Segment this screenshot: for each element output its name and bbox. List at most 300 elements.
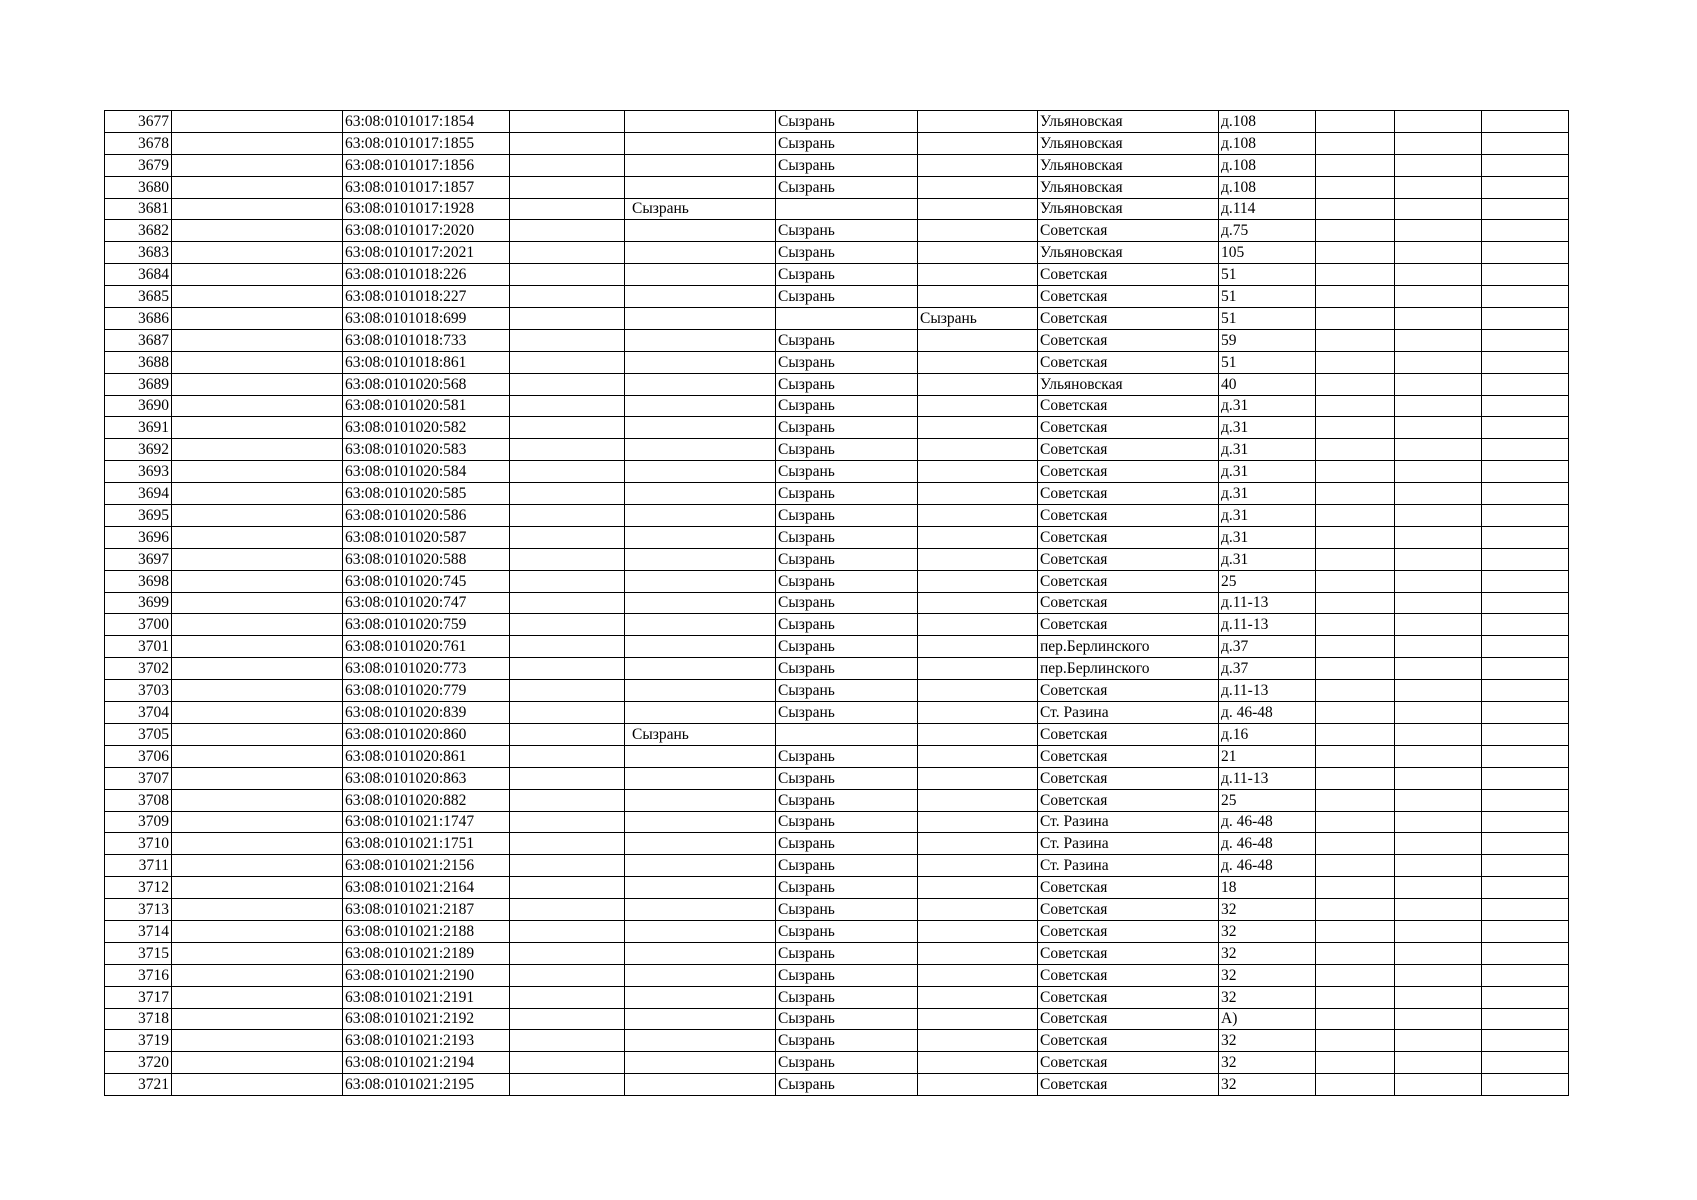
city-cell-offset [625,483,776,505]
blank-cell-d [1395,833,1482,855]
blank-cell-c [1316,132,1395,154]
city-cell: Сызрань [776,702,918,724]
blank-cell-e [1482,548,1569,570]
blank-cell-b [510,505,625,527]
cadastral-number-cell: 63:08:0101018:699 [343,308,510,330]
city-cell: Сызрань [776,373,918,395]
city-cell-offset [625,505,776,527]
row-number-cell: 3682 [105,220,172,242]
house-cell: д.75 [1219,220,1316,242]
city-cell: Сызрань [776,986,918,1008]
table-row [105,614,1569,636]
house-cell: А) [1219,1008,1316,1030]
house-cell: д.11-13 [1219,680,1316,702]
city-cell-offset [625,986,776,1008]
row-number-cell: 3718 [105,1008,172,1030]
blank-cell-c [1316,1030,1395,1052]
blank-cell-b [510,570,625,592]
city-cell-offset [625,526,776,548]
house-cell: 32 [1219,964,1316,986]
cadastral-number-cell: 63:08:0101017:1854 [343,111,510,133]
table-row [105,308,1569,330]
blank-cell-c [1316,942,1395,964]
blank-cell-a [172,658,343,680]
city-cell: Сызрань [776,745,918,767]
blank-cell-e [1482,702,1569,724]
table-row [105,833,1569,855]
city-cell: Сызрань [776,526,918,548]
house-cell: д.11-13 [1219,592,1316,614]
city-cell-alt [918,658,1038,680]
city-cell: Сызрань [776,132,918,154]
blank-cell-d [1395,154,1482,176]
blank-cell-c [1316,373,1395,395]
blank-cell-e [1482,1008,1569,1030]
blank-cell-c [1316,264,1395,286]
house-cell: д. 46-48 [1219,833,1316,855]
cadastral-number-cell: 63:08:0101021:2187 [343,899,510,921]
city-cell-alt [918,1052,1038,1074]
blank-cell-d [1395,811,1482,833]
row-number-cell: 3706 [105,745,172,767]
blank-cell-a [172,702,343,724]
blank-cell-d [1395,461,1482,483]
table-row [105,702,1569,724]
blank-cell-d [1395,964,1482,986]
city-cell: Сызрань [776,789,918,811]
blank-cell-d [1395,329,1482,351]
cadastral-number-cell: 63:08:0101017:1856 [343,154,510,176]
table-row [105,964,1569,986]
street-cell: Советская [1038,395,1219,417]
city-cell-offset [625,154,776,176]
city-cell-alt [918,548,1038,570]
table-row [105,417,1569,439]
street-cell: Советская [1038,286,1219,308]
blank-cell-b [510,745,625,767]
blank-cell-c [1316,1074,1395,1096]
house-cell: д.31 [1219,505,1316,527]
blank-cell-a [172,483,343,505]
blank-cell-d [1395,745,1482,767]
cadastral-number-cell: 63:08:0101020:761 [343,636,510,658]
blank-cell-c [1316,920,1395,942]
table-row [105,1030,1569,1052]
city-cell-offset [625,855,776,877]
blank-cell-e [1482,1030,1569,1052]
table-row [105,439,1569,461]
blank-cell-d [1395,395,1482,417]
row-number-cell: 3702 [105,658,172,680]
city-cell-offset [625,1052,776,1074]
blank-cell-e [1482,723,1569,745]
blank-cell-e [1482,811,1569,833]
blank-cell-b [510,789,625,811]
city-cell-offset [625,1074,776,1096]
cadastral-number-cell: 63:08:0101018:733 [343,329,510,351]
city-cell-offset [625,329,776,351]
city-cell-alt [918,461,1038,483]
blank-cell-d [1395,680,1482,702]
city-cell-alt [918,220,1038,242]
city-cell-alt [918,242,1038,264]
blank-cell-b [510,417,625,439]
table-row [105,154,1569,176]
table-row [105,373,1569,395]
street-cell: Советская [1038,439,1219,461]
city-cell: Сызрань [776,483,918,505]
table-row [105,723,1569,745]
city-cell-alt [918,505,1038,527]
city-cell: Сызрань [776,767,918,789]
table-row [105,505,1569,527]
table-row [105,680,1569,702]
blank-cell-b [510,767,625,789]
cadastral-number-cell: 63:08:0101020:779 [343,680,510,702]
blank-cell-b [510,811,625,833]
blank-cell-c [1316,461,1395,483]
city-cell-offset [625,286,776,308]
blank-cell-c [1316,899,1395,921]
cadastral-number-cell: 63:08:0101020:587 [343,526,510,548]
row-number-cell: 3681 [105,198,172,220]
house-cell: 51 [1219,351,1316,373]
row-number-cell: 3705 [105,723,172,745]
house-cell: д.31 [1219,417,1316,439]
cadastral-number-cell: 63:08:0101021:2189 [343,942,510,964]
blank-cell-a [172,942,343,964]
city-cell-offset [625,548,776,570]
blank-cell-c [1316,417,1395,439]
blank-cell-b [510,1030,625,1052]
city-cell: Сызрань [776,505,918,527]
house-cell: д.31 [1219,395,1316,417]
house-cell: 32 [1219,986,1316,1008]
blank-cell-e [1482,658,1569,680]
blank-cell-b [510,548,625,570]
blank-cell-e [1482,373,1569,395]
city-cell-alt [918,986,1038,1008]
blank-cell-c [1316,439,1395,461]
cadastral-number-cell: 63:08:0101018:861 [343,351,510,373]
blank-cell-a [172,899,343,921]
city-cell-offset [625,373,776,395]
house-cell: д.31 [1219,483,1316,505]
blank-cell-e [1482,286,1569,308]
blank-cell-e [1482,176,1569,198]
blank-cell-e [1482,789,1569,811]
blank-cell-e [1482,526,1569,548]
city-cell: Сызрань [776,351,918,373]
blank-cell-a [172,833,343,855]
cadastral-number-cell: 63:08:0101020:747 [343,592,510,614]
cadastral-number-cell: 63:08:0101021:2195 [343,1074,510,1096]
table-row [105,899,1569,921]
blank-cell-a [172,745,343,767]
city-cell-offset: Сызрань [625,723,776,745]
blank-cell-c [1316,505,1395,527]
blank-cell-b [510,154,625,176]
cadastral-number-cell: 63:08:0101017:2020 [343,220,510,242]
table-row [105,132,1569,154]
blank-cell-d [1395,986,1482,1008]
blank-cell-a [172,636,343,658]
blank-cell-b [510,198,625,220]
table-row [105,111,1569,133]
blank-cell-e [1482,395,1569,417]
street-cell: Ульяновская [1038,154,1219,176]
blank-cell-e [1482,505,1569,527]
table-body [105,111,1569,1096]
cadastral-number-cell: 63:08:0101021:2190 [343,964,510,986]
city-cell-offset [625,220,776,242]
blank-cell-d [1395,220,1482,242]
city-cell: Сызрань [776,439,918,461]
city-cell: Сызрань [776,1052,918,1074]
blank-cell-a [172,811,343,833]
blank-cell-b [510,329,625,351]
row-number-cell: 3679 [105,154,172,176]
blank-cell-b [510,899,625,921]
blank-cell-e [1482,242,1569,264]
blank-cell-b [510,308,625,330]
blank-cell-c [1316,811,1395,833]
blank-cell-a [172,286,343,308]
city-cell-alt [918,899,1038,921]
cadastral-number-cell: 63:08:0101020:882 [343,789,510,811]
blank-cell-d [1395,351,1482,373]
blank-cell-c [1316,308,1395,330]
house-cell: 32 [1219,1074,1316,1096]
blank-cell-a [172,570,343,592]
city-cell: Сызрань [776,833,918,855]
cadastral-number-cell: 63:08:0101021:2192 [343,1008,510,1030]
house-cell: д. 46-48 [1219,811,1316,833]
city-cell-alt [918,417,1038,439]
street-cell: Советская [1038,789,1219,811]
blank-cell-a [172,505,343,527]
blank-cell-b [510,680,625,702]
blank-cell-a [172,986,343,1008]
city-cell: Сызрань [776,570,918,592]
blank-cell-a [172,592,343,614]
city-cell-alt [918,526,1038,548]
cadastral-number-cell: 63:08:0101020:860 [343,723,510,745]
blank-cell-c [1316,526,1395,548]
house-cell: д.31 [1219,461,1316,483]
row-number-cell: 3714 [105,920,172,942]
blank-cell-c [1316,548,1395,570]
cadastral-number-cell: 63:08:0101018:227 [343,286,510,308]
house-cell: 32 [1219,920,1316,942]
table-row [105,877,1569,899]
blank-cell-d [1395,308,1482,330]
city-cell-alt [918,680,1038,702]
street-cell: Советская [1038,264,1219,286]
blank-cell-e [1482,132,1569,154]
house-cell: 32 [1219,942,1316,964]
blank-cell-e [1482,833,1569,855]
blank-cell-b [510,658,625,680]
blank-cell-c [1316,570,1395,592]
city-cell-alt [918,329,1038,351]
city-cell-alt [918,723,1038,745]
blank-cell-a [172,154,343,176]
cadastral-number-cell: 63:08:0101017:1857 [343,176,510,198]
blank-cell-a [172,351,343,373]
city-cell [776,723,918,745]
table-row [105,592,1569,614]
row-number-cell: 3704 [105,702,172,724]
city-cell: Сызрань [776,176,918,198]
blank-cell-d [1395,1074,1482,1096]
blank-cell-b [510,920,625,942]
row-number-cell: 3694 [105,483,172,505]
blank-cell-a [172,614,343,636]
city-cell-offset [625,833,776,855]
city-cell-alt [918,1008,1038,1030]
row-number-cell: 3678 [105,132,172,154]
blank-cell-e [1482,920,1569,942]
blank-cell-c [1316,1008,1395,1030]
row-number-cell: 3719 [105,1030,172,1052]
row-number-cell: 3690 [105,395,172,417]
city-cell: Сызрань [776,877,918,899]
table-row [105,745,1569,767]
blank-cell-a [172,461,343,483]
house-cell: д.108 [1219,176,1316,198]
city-cell-alt [918,702,1038,724]
city-cell-alt [918,154,1038,176]
blank-cell-d [1395,1008,1482,1030]
city-cell-alt [918,395,1038,417]
blank-cell-d [1395,505,1482,527]
city-cell: Сызрань [776,964,918,986]
blank-cell-c [1316,745,1395,767]
row-number-cell: 3711 [105,855,172,877]
street-cell: Советская [1038,220,1219,242]
city-cell-alt [918,132,1038,154]
cadastral-number-cell: 63:08:0101020:588 [343,548,510,570]
blank-cell-b [510,723,625,745]
blank-cell-d [1395,723,1482,745]
cadastral-number-cell: 63:08:0101020:863 [343,767,510,789]
blank-cell-d [1395,658,1482,680]
city-cell-offset [625,132,776,154]
city-cell-offset [625,767,776,789]
street-cell: Советская [1038,1074,1219,1096]
city-cell-offset [625,242,776,264]
house-cell: 32 [1219,1030,1316,1052]
blank-cell-e [1482,986,1569,1008]
table-row [105,986,1569,1008]
row-number-cell: 3693 [105,461,172,483]
blank-cell-a [172,242,343,264]
row-number-cell: 3709 [105,811,172,833]
blank-cell-a [172,1074,343,1096]
street-cell: Советская [1038,461,1219,483]
cadastral-number-cell: 63:08:0101020:773 [343,658,510,680]
blank-cell-e [1482,461,1569,483]
blank-cell-a [172,111,343,133]
city-cell-offset [625,461,776,483]
blank-cell-e [1482,614,1569,636]
table-row [105,767,1569,789]
registry-table [104,110,1569,1096]
city-cell: Сызрань [776,286,918,308]
table-row [105,242,1569,264]
blank-cell-c [1316,198,1395,220]
blank-cell-e [1482,439,1569,461]
city-cell-alt [918,767,1038,789]
row-number-cell: 3680 [105,176,172,198]
city-cell: Сызрань [776,592,918,614]
blank-cell-d [1395,899,1482,921]
house-cell: 40 [1219,373,1316,395]
blank-cell-a [172,767,343,789]
blank-cell-d [1395,417,1482,439]
city-cell-offset [625,877,776,899]
blank-cell-e [1482,308,1569,330]
row-number-cell: 3685 [105,286,172,308]
blank-cell-a [172,680,343,702]
cadastral-number-cell: 63:08:0101020:745 [343,570,510,592]
city-cell: Сызрань [776,899,918,921]
table-row [105,658,1569,680]
blank-cell-e [1482,264,1569,286]
street-cell: пер.Берлинского [1038,636,1219,658]
blank-cell-e [1482,855,1569,877]
blank-cell-b [510,242,625,264]
blank-cell-b [510,220,625,242]
city-cell-alt [918,1030,1038,1052]
blank-cell-d [1395,592,1482,614]
row-number-cell: 3701 [105,636,172,658]
table-row [105,570,1569,592]
blank-cell-b [510,942,625,964]
blank-cell-c [1316,767,1395,789]
city-cell-alt [918,877,1038,899]
city-cell-alt: Сызрань [918,308,1038,330]
row-number-cell: 3686 [105,308,172,330]
blank-cell-b [510,986,625,1008]
blank-cell-c [1316,658,1395,680]
city-cell-alt [918,111,1038,133]
street-cell: Советская [1038,680,1219,702]
blank-cell-b [510,286,625,308]
row-number-cell: 3695 [105,505,172,527]
house-cell: д.11-13 [1219,614,1316,636]
street-cell: Советская [1038,942,1219,964]
city-cell-offset [625,964,776,986]
city-cell: Сызрань [776,329,918,351]
street-cell: Ст. Разина [1038,833,1219,855]
house-cell: д. 46-48 [1219,702,1316,724]
city-cell-offset [625,308,776,330]
blank-cell-e [1482,220,1569,242]
table-row [105,855,1569,877]
blank-cell-d [1395,789,1482,811]
city-cell-alt [918,920,1038,942]
street-cell: Советская [1038,614,1219,636]
table-row [105,636,1569,658]
city-cell-offset [625,1030,776,1052]
table-row [105,483,1569,505]
table-row [105,220,1569,242]
street-cell: Советская [1038,483,1219,505]
cadastral-number-cell: 63:08:0101021:2194 [343,1052,510,1074]
blank-cell-e [1482,1052,1569,1074]
